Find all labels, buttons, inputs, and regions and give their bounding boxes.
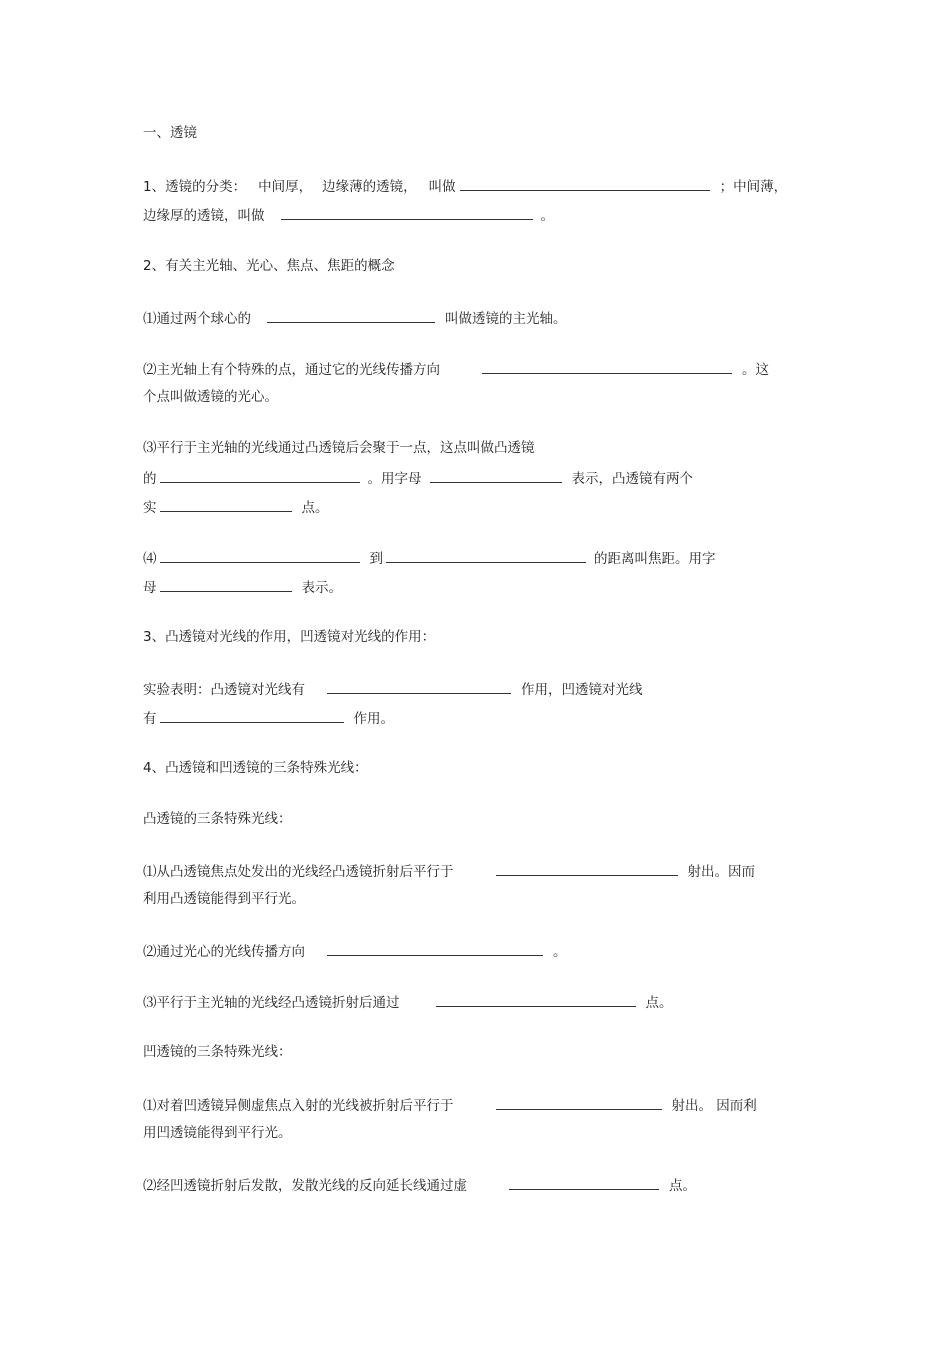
concave-item-1-text-b: 射出。 因而利 xyxy=(671,1098,757,1114)
q3-heading-text: 3、凸透镜对光线的作用，凹透镜对光线的作用： xyxy=(143,629,436,645)
q2-p2-text-b: 。这 xyxy=(742,362,769,378)
q1-heading: 1、透镜的分类： xyxy=(143,179,247,195)
convex-item-2 xyxy=(143,941,567,959)
q1-text-3: 叫做 xyxy=(428,179,456,195)
convex-item-2-text-b: 。 xyxy=(553,944,567,960)
answer-blank[interactable] xyxy=(509,1175,659,1190)
convex-item-1-text-a: ⑴从凸透镜焦点处发出的光线经凸透镜折射后平行于 xyxy=(143,864,454,880)
answer-blank[interactable] xyxy=(160,708,344,723)
concave-item-1-line-1 xyxy=(143,1095,757,1113)
q2-p3-text-e: 实 xyxy=(143,500,157,516)
answer-blank[interactable] xyxy=(430,468,562,483)
q1-text-2: 边缘薄的透镜， xyxy=(322,179,417,195)
convex-item-1-text-c: 利用凸透镜能得到平行光。 xyxy=(143,891,305,907)
q2-p4-text-d: 母 xyxy=(143,580,157,596)
answer-blank[interactable] xyxy=(436,992,636,1007)
answer-blank[interactable] xyxy=(327,679,511,694)
convex-item-2-text-a: ⑵通过光心的光线传播方向 xyxy=(143,944,305,960)
q2-p2-text-c: 个点叫做透镜的光心。 xyxy=(143,389,278,405)
q3-text-b: 作用，凹透镜对光线 xyxy=(521,682,643,698)
answer-blank[interactable] xyxy=(267,308,435,323)
answer-blank[interactable] xyxy=(281,205,533,220)
q2-p3-text-c: 。用字母 xyxy=(367,471,422,487)
q2-heading xyxy=(143,257,395,275)
q2-p2-line-1 xyxy=(143,359,769,377)
convex-item-1-line-1 xyxy=(143,861,755,879)
convex-item-3 xyxy=(143,992,673,1010)
answer-blank[interactable] xyxy=(160,497,292,512)
concave-item-2-text-a: ⑵经凹透镜折射后发散，发散光线的反向延长线通过虚 xyxy=(143,1178,467,1194)
q3-line-1 xyxy=(143,679,643,697)
q2-p1-text-a: ⑴通过两个球心的 xyxy=(143,311,251,327)
q2-heading-text: 2、有关主光轴、光心、焦点、焦距的概念 xyxy=(143,258,395,274)
q2-p4-text-c: 的距离叫焦距。用字 xyxy=(594,551,716,567)
q2-p4-line-1 xyxy=(143,548,716,566)
convex-item-1-line-2 xyxy=(143,890,305,908)
concave-item-2 xyxy=(143,1175,696,1193)
q3-text-a: 实验表明：凸透镜对光线有 xyxy=(143,682,305,698)
q1-line-1 xyxy=(143,176,787,194)
q3-text-c: 有 xyxy=(143,711,157,727)
answer-blank[interactable] xyxy=(496,1095,662,1110)
convex-item-1-text-b: 射出。因而 xyxy=(687,864,755,880)
answer-blank[interactable] xyxy=(496,861,678,876)
answer-blank[interactable] xyxy=(386,548,586,563)
concave-item-1-line-2 xyxy=(143,1124,292,1142)
q2-p4-line-2 xyxy=(143,577,342,595)
answer-blank[interactable] xyxy=(160,577,292,592)
answer-blank[interactable] xyxy=(482,359,732,374)
q2-p2-line-2 xyxy=(143,388,278,406)
convex-title-text: 凸透镜的三条特殊光线： xyxy=(143,811,292,827)
q2-p4-text-b: 到 xyxy=(369,551,383,567)
q1-text-1: 中间厚， xyxy=(258,179,313,195)
concave-item-1-text-c: 用凹透镜能得到平行光。 xyxy=(143,1125,292,1141)
convex-item-3-text-a: ⑶平行于主光轴的光线经凸透镜折射后通过 xyxy=(143,995,400,1011)
convex-item-3-text-b: 点。 xyxy=(645,995,673,1011)
section-title-text: 一、透镜 xyxy=(143,125,197,141)
q2-p4-text-a: ⑷ xyxy=(143,551,157,567)
q1-text-5: 边缘厚的透镜，叫做 xyxy=(143,208,265,224)
q2-p4-text-e: 表示。 xyxy=(301,580,342,596)
q4-heading xyxy=(143,759,368,777)
q2-p3-line-3 xyxy=(143,497,329,515)
concave-item-2-text-b: 点。 xyxy=(669,1178,696,1194)
q2-p3-text-f: 点。 xyxy=(301,500,329,516)
concave-title xyxy=(143,1043,292,1061)
q2-p1-text-b: 叫做透镜的主光轴。 xyxy=(445,311,567,327)
concave-item-1-text-a: ⑴对着凹透镜异侧虚焦点入射的光线被折射后平行于 xyxy=(143,1098,454,1114)
q1-text-6: 。 xyxy=(540,208,554,224)
answer-blank[interactable] xyxy=(460,176,710,191)
answer-blank[interactable] xyxy=(327,941,543,956)
q3-heading xyxy=(143,628,435,646)
q2-p3-text-d: 表示，凸透镜有两个 xyxy=(571,471,693,487)
q2-p3-line-2 xyxy=(143,468,693,486)
q2-p2-text-a: ⑵主光轴上有个特殊的点，通过它的光线传播方向 xyxy=(143,362,440,378)
q2-p3-text-b: 的 xyxy=(143,471,157,487)
section-title xyxy=(143,124,197,142)
q2-p3-text-a: ⑶平行于主光轴的光线通过凸透镜后会聚于一点，这点叫做凸透镜 xyxy=(143,440,535,456)
q3-line-2 xyxy=(143,708,394,726)
concave-title-text: 凹透镜的三条特殊光线： xyxy=(143,1044,292,1060)
answer-blank[interactable] xyxy=(160,468,360,483)
q1-line-2 xyxy=(143,205,554,223)
q1-text-4: ；中间薄， xyxy=(719,179,788,195)
q4-heading-text: 4、凸透镜和凹透镜的三条特殊光线： xyxy=(143,760,368,776)
q3-text-d: 作用。 xyxy=(353,711,394,727)
answer-blank[interactable] xyxy=(160,548,360,563)
convex-title xyxy=(143,810,292,828)
q2-p3-line-1 xyxy=(143,439,535,457)
q2-p1 xyxy=(143,308,567,326)
